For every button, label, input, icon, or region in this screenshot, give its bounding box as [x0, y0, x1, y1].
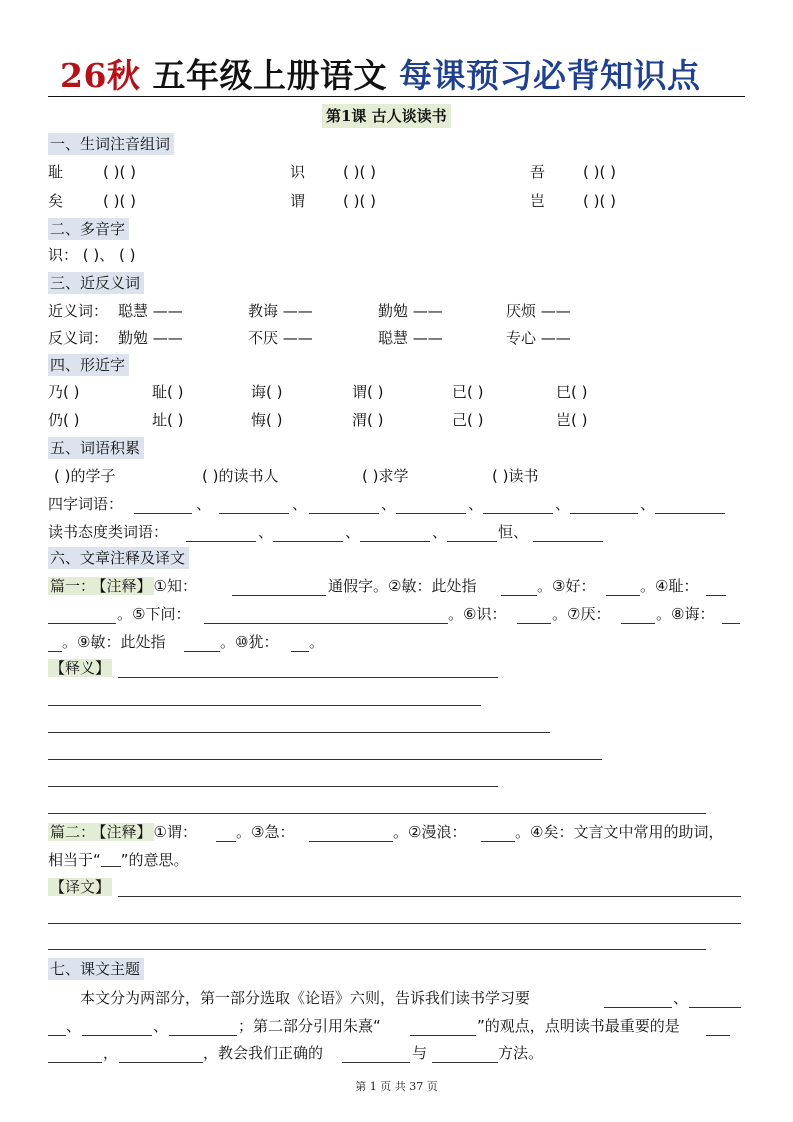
section-heading-annotations: 六、文章注释及译文 — [48, 547, 189, 569]
p1-end: 。 — [309, 633, 325, 651]
attitude-tail: 恒、 — [498, 523, 529, 541]
vocab-blanks: ( )( ) — [103, 192, 136, 210]
p1-blank[interactable] — [706, 595, 726, 596]
separator: 、 — [381, 495, 397, 513]
synonym-item: 勤勉 —— — [378, 302, 443, 320]
attitude-row-label: 读书态度类词语： — [48, 523, 169, 541]
title-season: 26秋 — [60, 56, 141, 95]
p1-note-1: ①知： — [153, 577, 197, 595]
theme-line-1: 本文分为两部分，第一部分选取《论语》六则，告诉我们读书学习要 — [80, 989, 531, 1007]
yiwen-line[interactable] — [48, 923, 741, 924]
section-heading-theme: 七、课文主题 — [48, 958, 144, 980]
p1-blank[interactable] — [722, 623, 740, 624]
yiwen-line[interactable] — [118, 896, 741, 897]
idiom-blank[interactable] — [396, 513, 466, 514]
theme-line-3-c: 与 — [412, 1044, 428, 1062]
vocab-char: 耻 — [48, 163, 64, 181]
idiom-blank[interactable] — [655, 513, 725, 514]
title-underline — [48, 96, 745, 97]
separator: 、 — [66, 1017, 82, 1035]
title-topic: 每课预习必背知识点 — [398, 56, 701, 95]
separator: 、 — [196, 495, 212, 513]
p1-blank[interactable] — [184, 651, 220, 652]
theme-blank[interactable] — [604, 1007, 672, 1008]
synonym-item: 教诲 —— — [248, 302, 313, 320]
p1-note-10: 。⑩犹： — [220, 633, 279, 651]
theme-line-2-b: ；第二部分引用朱熹“ — [238, 1017, 381, 1035]
p1-blank[interactable] — [501, 595, 537, 596]
similar-char-item: 诲( ) — [251, 383, 283, 401]
word-bank-item: ( )的学子 — [54, 467, 116, 485]
p1-blank[interactable] — [621, 623, 655, 624]
theme-line-3-d: 方法。 — [498, 1044, 544, 1062]
section-heading-vocab: 一、生词注音组词 — [48, 133, 174, 155]
p1-note-5: 。⑤下问： — [117, 605, 191, 623]
vocab-char: 矣 — [48, 192, 64, 210]
attitude-blank[interactable] — [533, 541, 603, 542]
p1-note-4: 。④耻： — [640, 577, 699, 595]
shiyi-line[interactable] — [48, 705, 481, 706]
p1-note-9: 。⑨敏：此处指 — [62, 633, 166, 651]
p1-note-3: 。③好： — [537, 577, 596, 595]
page-title — [60, 56, 700, 96]
shiyi-line[interactable] — [48, 813, 706, 814]
theme-line-2-c: ”的观点，点明读书最重要的是 — [477, 1017, 680, 1035]
synonym-item: 聪慧 —— — [118, 302, 183, 320]
yiwen-label — [48, 876, 112, 898]
theme-blank[interactable] — [82, 1035, 152, 1036]
vocab-char: 识 — [290, 163, 306, 181]
theme-blank[interactable] — [410, 1035, 476, 1036]
p2-blank[interactable] — [309, 841, 393, 842]
vocab-blanks: ( )( ) — [343, 163, 376, 181]
similar-char-item: 谓( ) — [352, 383, 384, 401]
p2-note-4-cont — [48, 849, 189, 871]
p2-equiv-blank[interactable] — [101, 852, 121, 867]
synonym-item: 厌烦 —— — [506, 302, 571, 320]
title-grade: 五年级上册语文 — [152, 56, 387, 95]
p2-equiv-a: 相当于“ — [48, 851, 101, 869]
page-number: 第 1 页 共 37 页 — [355, 1080, 438, 1093]
antonym-item: 勤勉 —— — [118, 329, 183, 347]
passage2-prefix: 篇二： — [50, 823, 96, 841]
p2-note-4: 。④矣：文言文中常用的助词， — [515, 823, 724, 841]
similar-char-item: 址( ) — [152, 411, 184, 429]
attitude-blank[interactable] — [447, 541, 497, 542]
p1-note-2: 通假字。②敏：此处指 — [328, 577, 477, 595]
idiom-row-label: 四字词语： — [48, 495, 124, 513]
p1-note-8: 。⑧诲： — [656, 605, 715, 623]
p2-note-2: 。②漫浪： — [393, 823, 467, 841]
theme-blank[interactable] — [342, 1062, 410, 1063]
passage1-tag: 【注释】 — [99, 577, 152, 595]
separator: 、 — [345, 523, 361, 541]
word-bank-item: ( )求学 — [362, 467, 409, 485]
idiom-blank[interactable] — [309, 513, 379, 514]
shiyi-line[interactable] — [48, 786, 498, 787]
yiwen-tag: 【译文】 — [50, 878, 111, 896]
similar-char-item: 已( ) — [452, 383, 484, 401]
p1-blank[interactable] — [48, 623, 116, 624]
idiom-blank[interactable] — [570, 513, 638, 514]
p1-blank[interactable] — [48, 651, 62, 652]
similar-char-item: 耻( ) — [152, 383, 184, 401]
separator: 、 — [292, 495, 308, 513]
section-heading-polyphone: 二、多音字 — [48, 218, 129, 240]
word-bank-item: ( )的读书人 — [202, 467, 279, 485]
theme-blank[interactable] — [48, 1035, 66, 1036]
theme-line-3-b: ，教会我们正确的 — [203, 1044, 324, 1062]
vocab-char: 岂 — [530, 192, 546, 210]
vocab-blanks: ( )( ) — [343, 192, 376, 210]
similar-char-item: 岂( ) — [556, 411, 588, 429]
separator: 、 — [640, 495, 656, 513]
p1-blank[interactable] — [204, 623, 448, 624]
idiom-blank[interactable] — [483, 513, 553, 514]
antonym-item: 专心 —— — [506, 329, 571, 347]
attitude-blank[interactable] — [360, 541, 430, 542]
p2-note-3: 。③急： — [236, 823, 295, 841]
theme-blank[interactable] — [689, 1007, 741, 1008]
separator: 、 — [673, 989, 689, 1007]
theme-blank[interactable] — [169, 1035, 237, 1036]
lesson-title: 第1课 古人谈读书 — [322, 104, 451, 128]
attitude-blank[interactable] — [273, 541, 343, 542]
theme-line-3-a: ， — [103, 1044, 119, 1062]
separator: 、 — [432, 523, 448, 541]
similar-char-item: 渭( ) — [352, 411, 384, 429]
similar-char-item: 乃( ) — [48, 383, 80, 401]
theme-blank[interactable] — [706, 1035, 730, 1036]
p1-note-7: 。⑦厌： — [552, 605, 611, 623]
vocab-blanks: ( )( ) — [583, 192, 616, 210]
passage1-label — [48, 575, 197, 597]
separator: 、 — [555, 495, 571, 513]
antonym-label: 反义词： — [48, 329, 109, 347]
section-heading-word-bank: 五、词语积累 — [48, 437, 144, 459]
p1-blank[interactable] — [606, 595, 640, 596]
antonym-item: 聪慧 —— — [378, 329, 443, 347]
similar-char-item: 仍( ) — [48, 411, 80, 429]
vocab-char: 吾 — [530, 163, 546, 181]
separator: 、 — [468, 495, 484, 513]
similar-char-item: 巳( ) — [556, 383, 588, 401]
section-heading-similar-chars: 四、形近字 — [48, 354, 129, 376]
p2-equiv-b: ”的意思。 — [120, 851, 189, 869]
p1-blank[interactable] — [517, 623, 551, 624]
antonym-item: 不厌 —— — [248, 329, 313, 347]
p2-note-1: ①谓： — [153, 823, 197, 841]
word-bank-item: ( )读书 — [492, 467, 539, 485]
separator: 、 — [153, 1017, 169, 1035]
shiyi-line[interactable] — [118, 677, 498, 678]
theme-blank[interactable] — [48, 1062, 102, 1063]
passage2-tag: 【注释】 — [99, 823, 152, 841]
theme-blank[interactable] — [119, 1062, 203, 1063]
polyphone-line: 识： ( )、 ( ) — [48, 246, 136, 264]
theme-blank[interactable] — [432, 1062, 498, 1063]
shiyi-tag: 【释义】 — [50, 659, 111, 677]
shiyi-label — [48, 657, 112, 679]
yiwen-line[interactable] — [48, 949, 706, 950]
separator: 、 — [258, 523, 274, 541]
synonym-label: 近义词： — [48, 302, 109, 320]
passage1-prefix: 篇一： — [50, 577, 96, 595]
shiyi-line[interactable] — [48, 759, 602, 760]
vocab-blanks: ( )( ) — [583, 163, 616, 181]
idiom-blank[interactable] — [134, 513, 192, 514]
shiyi-line[interactable] — [48, 732, 550, 733]
p1-blank[interactable] — [232, 595, 326, 596]
vocab-blanks: ( )( ) — [103, 163, 136, 181]
section-heading-synonyms: 三、近反义词 — [48, 272, 144, 294]
similar-char-item: 己( ) — [452, 411, 484, 429]
vocab-char: 谓 — [290, 192, 306, 210]
p1-blank[interactable] — [291, 651, 309, 652]
p2-blank[interactable] — [216, 841, 236, 842]
idiom-blank[interactable] — [219, 513, 289, 514]
p2-blank[interactable] — [481, 841, 515, 842]
attitude-blank[interactable] — [186, 541, 256, 542]
p1-note-6: 。⑥识： — [448, 605, 507, 623]
similar-char-item: 悔( ) — [251, 411, 283, 429]
passage2-label — [48, 821, 197, 843]
